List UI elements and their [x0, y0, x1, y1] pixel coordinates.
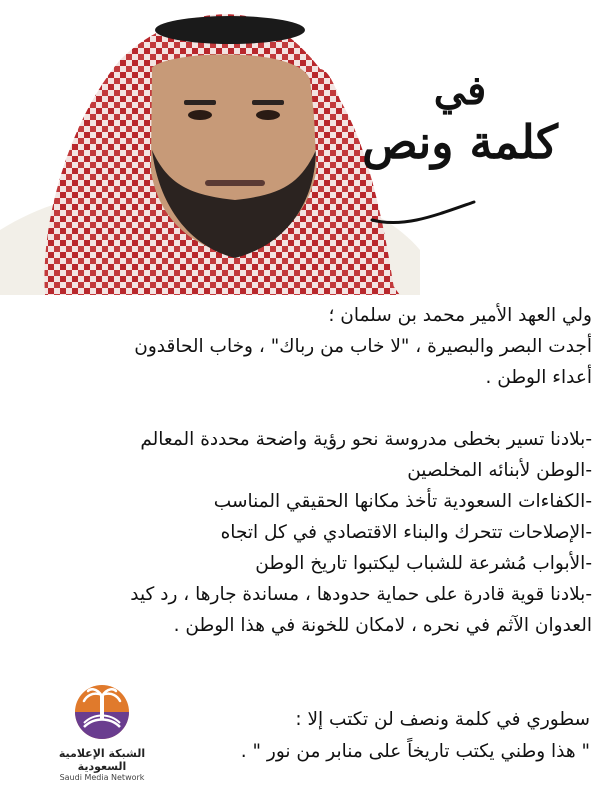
saudi-media-network-logo — [42, 683, 162, 798]
title-main: كلمة ونص — [362, 115, 558, 169]
bullet-3: -الكفاءات السعودية تأخذ مكانها الحقيقي المناسب — [213, 491, 592, 512]
heading-line: ولي العهد الأمير محمد بن سلمان ؛ — [328, 305, 592, 326]
bullet-5: -الأبواب مُشرعة للشباب ليكتبوا تاريخ الوطن — [255, 553, 592, 574]
bullet-6-continued: العدوان الآثم في نحره ، لامكان للخونة في هذا الوطن . — [173, 615, 592, 636]
closing-text — [150, 704, 590, 768]
bullet-4: -الإصلاحات تتحرك والبناء الاقتصادي في كل اتجاه — [220, 522, 592, 543]
closing-line-1: سطوري في كلمة ونصف لن تكتب إلا : — [295, 709, 590, 730]
closing-line-2: " هذا وطني يكتب تاريخاً على منابر من نور " . — [240, 741, 590, 762]
bullet-1: -بلادنا تسير بخطى مدروسة نحو رؤية واضحة محددة المعالم — [140, 429, 592, 450]
intro-line-2: أعداء الوطن . — [485, 367, 592, 388]
title-calligraphy — [360, 50, 560, 220]
logo-name-arabic: الشبكة الإعلامية السعودية — [58, 747, 146, 773]
portrait-photo — [0, 0, 420, 295]
calligraphy-swash-decoration — [364, 150, 554, 230]
palm-swords-emblem-icon — [70, 683, 134, 741]
intro-line-1: أجدت البصر والبصيرة ، "لا خاب من رباك" ، وخاب الحاقدون — [134, 336, 592, 357]
logo-name-english: Saudi Media Network — [59, 773, 145, 782]
bullet-2: -الوطن لأبنائه المخلصين — [407, 460, 592, 481]
header — [0, 0, 600, 295]
spacer — [10, 393, 592, 424]
article-text — [10, 300, 592, 641]
title-fi: في — [433, 67, 487, 114]
bullet-6: -بلادنا قوية قادرة على حماية حدودها ، مساندة جارها ، رد كيد — [130, 584, 592, 605]
